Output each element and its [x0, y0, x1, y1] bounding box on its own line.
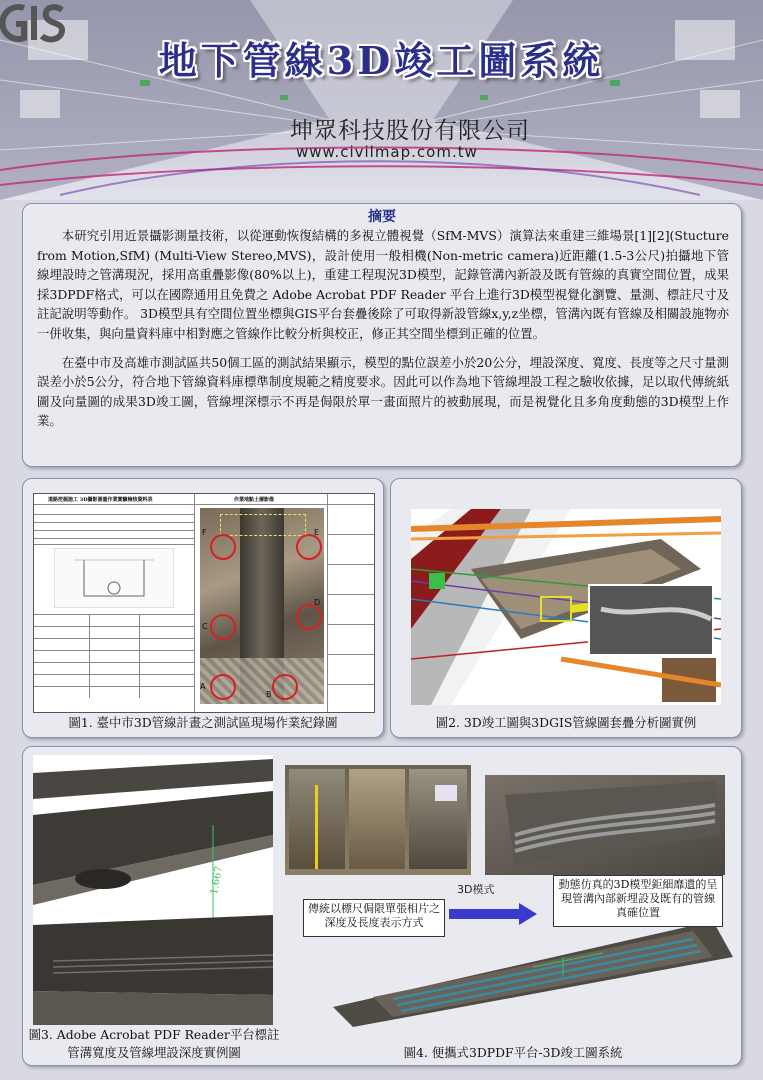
svg-text:1.667: 1.667: [209, 865, 225, 896]
figure3-4-panel: [22, 746, 742, 1066]
marker-f: [210, 534, 236, 560]
3d-model-view-top: [485, 775, 725, 875]
3d-mode-arrow-icon: [449, 901, 539, 927]
field-record-form: [33, 493, 375, 713]
marker-label-d: D: [314, 598, 321, 607]
marker-label-b: B: [266, 690, 272, 699]
marker-e: [296, 534, 322, 560]
callout-3d-model: 動態仿真的3D模型鉅細靡遺的呈現管溝內部新埋設及既有的管線真確位置: [553, 875, 723, 927]
gis-logo-icon: [0, 0, 68, 46]
gis-overlay-view: [411, 509, 721, 705]
marker-b: [272, 674, 298, 700]
svg-text:GIS: GIS: [34, 44, 36, 45]
abstract-panel: [22, 203, 742, 467]
pdf-measure-view: [33, 755, 273, 1025]
figure3-caption-line1: 圖3. Adobe Acrobat PDF Reader平台標註: [28, 1027, 280, 1042]
trench-sketch: [54, 548, 174, 608]
poster-header: [0, 0, 763, 200]
marker-label-e: E: [314, 528, 320, 537]
marker-a: [210, 674, 236, 700]
form-title: 道路挖掘施工 3D攝影測量作業實驗檢核資料表: [48, 497, 153, 503]
pdf-measure-graphic: [33, 755, 273, 1025]
abstract-title: 摘要: [368, 209, 396, 225]
figure2-caption: 圖2. 3D竣工圖與3DGIS管線圖套疊分析圖實例: [435, 715, 697, 730]
company-website[interactable]: www.civilmap.com.tw: [296, 143, 478, 161]
marker-d: [296, 604, 322, 630]
company-name: 坤眾科技股份有限公司: [290, 118, 530, 144]
callout-traditional: 傳統以標尺侷限單張相片之深度及長度表示方式: [303, 899, 445, 937]
figure3-caption-line2: 管溝寬度及管線埋設深度實例圖: [67, 1045, 241, 1060]
traditional-photos: [285, 765, 471, 875]
marker-label-f: F: [202, 528, 207, 537]
gis-overlay-graphic: [411, 509, 721, 705]
marker-label-c: C: [202, 622, 208, 631]
marker-label-a: A: [200, 682, 206, 691]
figure1-caption: 圖1. 臺中市3D管線計畫之測試區現場作業紀錄圖: [68, 715, 338, 730]
3d-mode-label: 3D模式: [457, 883, 495, 896]
figure1-panel: [22, 478, 384, 738]
poster-title: 地下管線3D竣工圖系統: [158, 38, 605, 83]
abstract-paragraph-2: 在臺中市及高雄市測試區共50個工區的測試結果顯示，模型的點位誤差小於20公分，埋設深度、寬度、長度等之尺寸量測誤差小於5公分，符合地下管線資料庫標準制度規範之精度要求。因此可以作為地下管線埋設工程之驗收依據，足以取代傳統紙圖及向量圖的成果3D竣工圖，管線埋深標示不再是侷限於單一畫面照片的被動展現，而是視覺化且多角度動態的3D模型上作業。: [37, 354, 729, 429]
figure4-caption: 圖4. 便攜式3DPDF平台-3D竣工圖系統: [403, 1045, 623, 1060]
marker-c: [210, 614, 236, 640]
figure2-panel: [390, 478, 742, 738]
abstract-paragraph-1: 本研究引用近景攝影測量技術，以從運動恢復結構的多視立體視覺（SfM-MVS）演算法來重建三維場景[1][2](Stucture from Motion,SfM) (Multi-View Stereo,MVS)，設計使用一般相機(Non-metric camera)近距離(1.5-3公尺)拍攝地下管線埋設時之管溝現況，採用高重疊影像(80%以上)，重建工程現況3D模型，記錄管溝內新設及既有管線的真實空間位置，成果採3DPDF格式，可以在國際通用且免費之 Adobe Acrobat PDF Reader 平台上進行3D模型視覺化瀏覽、量測、標註尺寸及註記說明等動作。 3D模型具有空間位置坐標與GIS平台套疊後除了可取得新設管線x,y,z坐標，管溝內既有管線及相關設施物亦一併收集，與向量資料庫中相對應之管線作比較分析與校正，修正其空間坐標到正確的位置。: [37, 228, 729, 341]
photo-title: 作業地點土層影像: [234, 497, 275, 503]
abstract-body: [37, 226, 729, 431]
